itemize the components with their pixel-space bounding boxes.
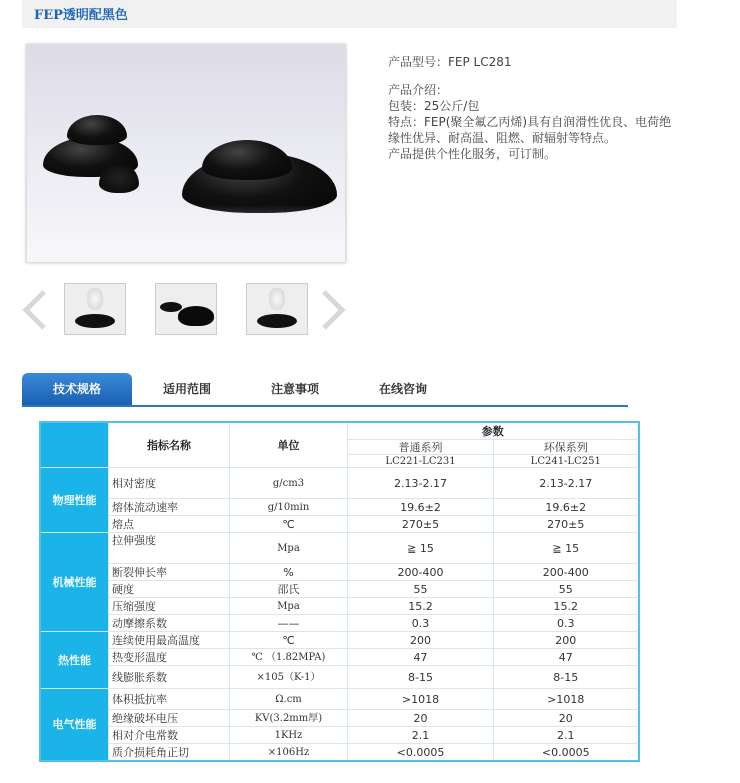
row-value-1: 15.2 xyxy=(348,598,494,615)
gallery-thumb-3[interactable] xyxy=(246,283,308,335)
row-value-2: <0.0005 xyxy=(494,744,639,762)
row-unit: KV(3.2mm厚) xyxy=(230,710,348,727)
table-row xyxy=(40,727,639,744)
chevron-left-icon[interactable] xyxy=(22,290,48,330)
header-series2: 环保系列 xyxy=(494,440,639,455)
gallery-thumb-1[interactable] xyxy=(64,283,126,335)
row-value-1: 270±5 xyxy=(348,516,494,533)
row-value-1: 200-400 xyxy=(348,564,494,581)
row-name: 熔点 xyxy=(109,516,230,533)
row-name: 热变形温度 xyxy=(109,649,230,666)
table-row xyxy=(40,468,639,499)
row-unit: ×106Hz xyxy=(230,744,348,762)
row-name: 熔体流动速率 xyxy=(109,499,230,516)
row-value-2: 200-400 xyxy=(494,564,639,581)
row-name: 相对密度 xyxy=(109,468,230,499)
row-value-1: >1018 xyxy=(348,689,494,710)
table-row xyxy=(40,581,639,598)
category-mechanical: 机械性能 xyxy=(40,533,109,632)
table-row xyxy=(40,744,639,762)
header-series1-code: LC221-LC231 xyxy=(348,455,494,468)
row-value-1: ≧ 15 xyxy=(348,533,494,564)
row-value-1: 55 xyxy=(348,581,494,598)
row-value-2: 0.3 xyxy=(494,615,639,632)
product-intro-label: 产品介绍： xyxy=(388,83,449,97)
header-series2-code: LC241-LC251 xyxy=(494,455,639,468)
row-value-2: ≧ 15 xyxy=(494,533,639,564)
row-name: 断裂伸长率 xyxy=(109,564,230,581)
row-value-2: >1018 xyxy=(494,689,639,710)
row-unit: g/10min xyxy=(230,499,348,516)
category-thermal: 热性能 xyxy=(40,632,109,689)
gallery-thumb-2[interactable] xyxy=(155,283,217,335)
row-value-2: 270±5 xyxy=(494,516,639,533)
row-value-1: <0.0005 xyxy=(348,744,494,762)
category-electrical: 电气性能 xyxy=(40,689,109,762)
header-params: 参数 xyxy=(348,422,639,440)
row-name: 拉伸强度 xyxy=(109,533,230,564)
row-name: 压缩强度 xyxy=(109,598,230,615)
row-value-2: 2.13-2.17 xyxy=(494,468,639,499)
row-unit: ×105（K-1） xyxy=(230,666,348,689)
page-title: FEP透明配黑色 xyxy=(34,8,128,23)
product-main-image xyxy=(26,44,346,263)
row-unit: Mpa xyxy=(230,598,348,615)
table-row xyxy=(40,649,639,666)
table-row xyxy=(40,598,639,615)
row-name: 质介损耗角正切 xyxy=(109,744,230,762)
row-value-1: 8-15 xyxy=(348,666,494,689)
row-value-2: 15.2 xyxy=(494,598,639,615)
page-title-bar xyxy=(22,0,677,28)
row-value-1: 2.1 xyxy=(348,727,494,744)
row-name: 硬度 xyxy=(109,581,230,598)
row-name: 连续使用最高温度 xyxy=(109,632,230,649)
tab-applications[interactable]: 适用范围 xyxy=(162,382,211,396)
row-value-2: 20 xyxy=(494,710,639,727)
row-unit: g/cm3 xyxy=(230,468,348,499)
table-row xyxy=(40,632,639,649)
row-value-2: 2.1 xyxy=(494,727,639,744)
spec-table xyxy=(39,421,640,762)
row-name: 绝缘破坏电压 xyxy=(109,710,230,727)
row-value-1: 19.6±2 xyxy=(348,499,494,516)
row-value-1: 47 xyxy=(348,649,494,666)
row-value-1: 200 xyxy=(348,632,494,649)
row-value-2: 8-15 xyxy=(494,666,639,689)
table-row xyxy=(40,666,639,689)
row-unit: 邵氏 xyxy=(230,581,348,598)
tab-online-consult[interactable]: 在线咨询 xyxy=(378,382,427,396)
product-info xyxy=(388,54,678,162)
row-name: 线膨胀系数 xyxy=(109,666,230,689)
table-row xyxy=(40,564,639,581)
tab-precautions[interactable]: 注意事项 xyxy=(270,382,319,396)
category-physical: 物理性能 xyxy=(40,468,109,533)
header-series1: 普通系列 xyxy=(348,440,494,455)
row-value-2: 47 xyxy=(494,649,639,666)
row-value-1: 2.13-2.17 xyxy=(348,468,494,499)
row-value-2: 200 xyxy=(494,632,639,649)
tab-technical-specs[interactable]: 技术规格 xyxy=(22,373,132,405)
chevron-right-icon[interactable] xyxy=(320,290,346,330)
header-unit: 单位 xyxy=(230,422,348,468)
tab-bar xyxy=(22,373,628,407)
row-unit: % xyxy=(230,564,348,581)
row-value-1: 0.3 xyxy=(348,615,494,632)
product-features: 特点：FEP(聚全氟乙丙烯)具有自润滑性优良、电荷绝缘性优异、耐高温、阻燃、耐辐射等特点。 xyxy=(388,115,672,145)
row-unit: ℃ xyxy=(230,516,348,533)
row-unit: 1KHz xyxy=(230,727,348,744)
product-packaging: 包装：25公斤/包 xyxy=(388,99,480,113)
product-model: 产品型号：FEP LC281 xyxy=(388,55,512,69)
header-name: 指标名称 xyxy=(109,422,230,468)
table-row xyxy=(40,516,639,533)
table-row xyxy=(40,533,639,564)
row-unit: Ω.cm xyxy=(230,689,348,710)
row-name: 动摩擦系数 xyxy=(109,615,230,632)
table-row xyxy=(40,615,639,632)
row-unit: Mpa xyxy=(230,533,348,564)
table-row xyxy=(40,710,639,727)
row-unit: ℃ xyxy=(230,632,348,649)
row-unit: —— xyxy=(230,615,348,632)
row-unit: ℃ （1.82MPA) xyxy=(230,649,348,666)
table-row xyxy=(40,499,639,516)
row-value-2: 55 xyxy=(494,581,639,598)
row-name: 相对介电常数 xyxy=(109,727,230,744)
table-header-row xyxy=(40,422,639,440)
row-name: 体积抵抗率 xyxy=(109,689,230,710)
table-row xyxy=(40,689,639,710)
product-custom-service: 产品提供个性化服务，可订制。 xyxy=(388,147,557,161)
row-value-2: 19.6±2 xyxy=(494,499,639,516)
row-value-1: 20 xyxy=(348,710,494,727)
